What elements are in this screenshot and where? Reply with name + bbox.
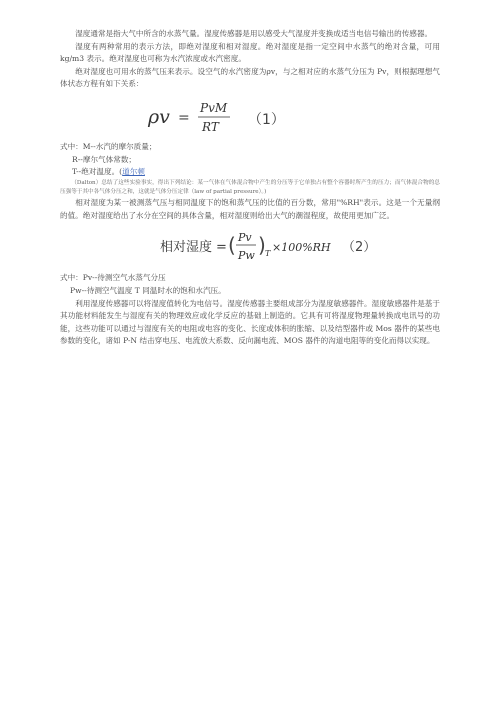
- humidity-methods-paragraph: 湿度有两种常用的表示方法，即绝对湿度和相对湿度。绝对湿度是指一定空间中水蒸气的绝对含量，可用 kg/m3 表示。绝对湿度也可称为水汽浓度或水汽密度。: [60, 41, 440, 64]
- dalton-link[interactable]: 道尔顿: [122, 167, 145, 177]
- formula1-numerator: PvM: [200, 100, 228, 115]
- formula2-subscript: T: [265, 249, 271, 259]
- definition-T: T--绝对温度。(道尔顿: [72, 167, 145, 177]
- formula2-number: （2）: [342, 240, 377, 256]
- formula2-numerator: Pv: [238, 231, 252, 245]
- formula-2: [60, 224, 440, 270]
- definition-M: 式中：M--水汽的摩尔质量；: [60, 141, 157, 151]
- formula2-lhs: 相对湿度: [160, 240, 213, 256]
- formula2-denominator: Pw: [238, 249, 255, 263]
- formula-1: [60, 97, 440, 137]
- document-page: [60, 28, 440, 348]
- svg-text:(: (: [228, 233, 236, 258]
- vapor-pressure-paragraph: 绝对湿度也可用水的蒸气压来表示。设空气的水汽密度为ρv，与之相对应的水蒸气分压为 Pv，则根据理想气体状态方程有如下关系：: [60, 66, 440, 89]
- definition-R: R--摩尔气体常数；: [72, 154, 137, 164]
- definition-Pv: 式中：Pv--待测空气水蒸气分压: [60, 273, 166, 283]
- svg-text:=: =: [216, 240, 227, 256]
- svg-text:=: =: [178, 109, 190, 126]
- sensor-paragraph: 利用湿度传感器可以将湿度值转化为电信号。湿度传感器主要组成部分为湿度敏感器件。湿度敏感器件是基于其功能材料能发生与湿度有关的物理效应或化学反应的基础上制造的。它具有可将湿度物理量转换成电讯号的功能，这些功能可以通过与湿度有关的电阻或电容的变化、长度或体积的胀缩、以及结型器件或 Mos 器件的某些电参数的变化，诸如 P-N 结击穿电压、电流放大系数、反向漏电流、MOS 器件的沟道电阻等的变化而得以实现。: [60, 298, 440, 346]
- definition-Pw: Pw--待测空气温度 T 同温时水的饱和水汽压。: [70, 285, 226, 295]
- formula1-denominator: RT: [202, 119, 219, 134]
- formula2-rest: ×100%RH: [272, 241, 331, 255]
- relative-humidity-paragraph: 相对湿度为某一被测蒸气压与相同温度下的饱和蒸气压的比值的百分数，常用"%RH"表示。这是一个无量纲的值。绝对湿度给出了水分在空间的具体含量，相对湿度则给出大气的潮湿程度，故使用更加广泛。: [60, 198, 440, 220]
- formula1-lhs: ρv: [148, 105, 170, 128]
- svg-text:): ): [258, 233, 266, 258]
- dalton-note: （Dalton）总结了这些实验事实，得出下列结论：某一气体在气体混合物中产生的分压等于它单独占有整个容器时所产生的压力；而气体混合物的总压强等于其中各气体分压之和，这就是气体分压定律（law of partial pressure）。): [60, 179, 440, 195]
- formula1-number: （1）: [248, 111, 285, 128]
- intro-paragraph: 湿度通常是指大气中所含的水蒸气量。湿度传感器是用以感受大气湿度并变换成适当电信号输出的传感器。: [75, 29, 433, 38]
